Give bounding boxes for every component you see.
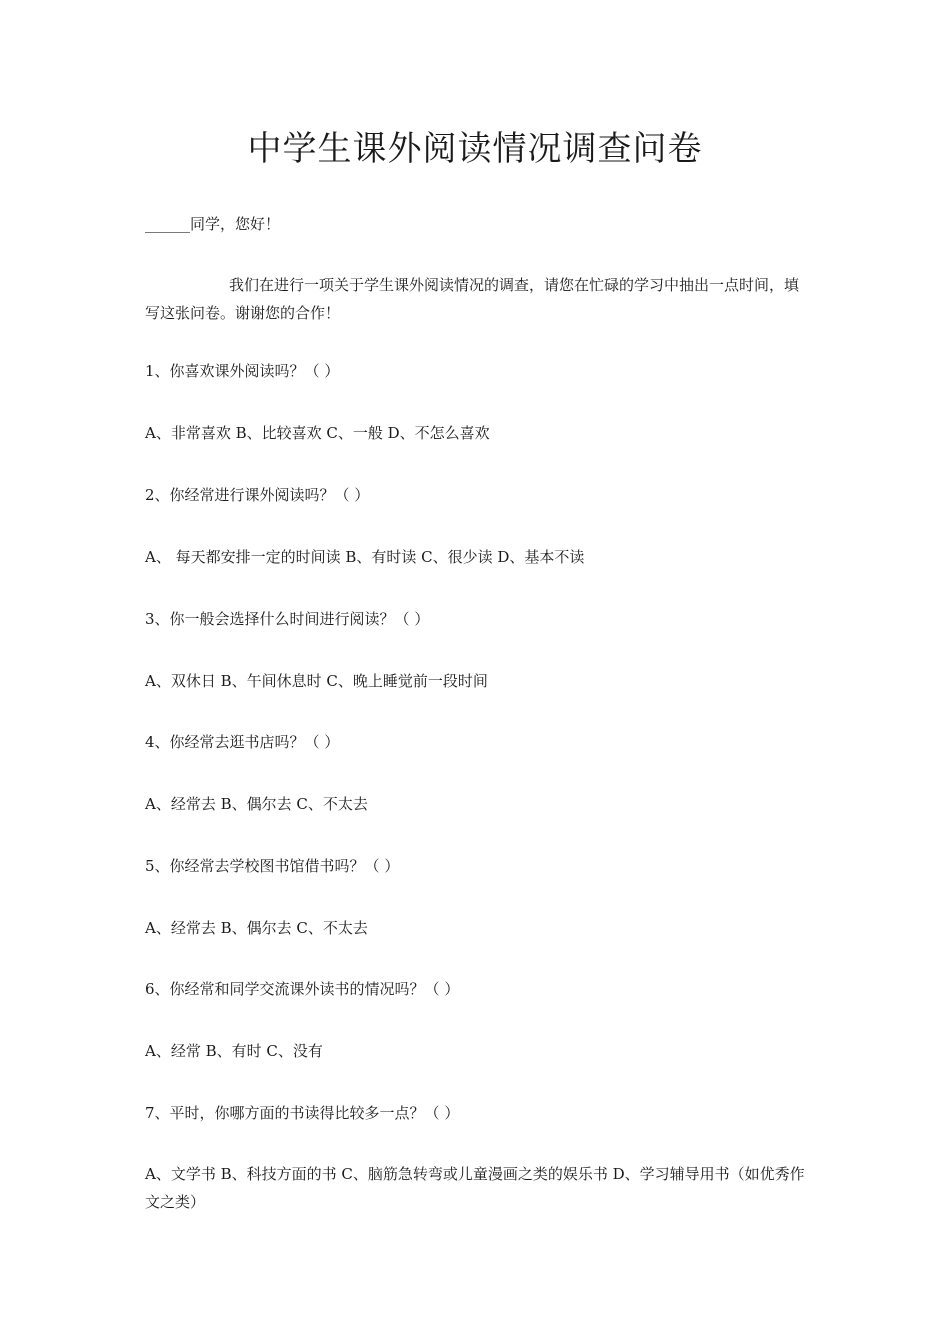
- options-6: A、经常 B、有时 C、没有: [145, 1042, 323, 1060]
- question-6: 6、你经常和同学交流课外读书的情况吗？（ ）: [145, 980, 460, 998]
- name-blank: ______: [145, 215, 190, 233]
- options-3: A、双休日 B、午间休息时 C、晚上睡觉前一段时间: [145, 672, 488, 690]
- greeting-text: 同学，您好！: [190, 215, 281, 233]
- options-1: A、非常喜欢 B、比较喜欢 C、一般 D、不怎么喜欢: [145, 424, 490, 442]
- greeting-line: [145, 210, 810, 238]
- question-7: 7、平时，你哪方面的书读得比较多一点？（ ）: [145, 1104, 460, 1122]
- options-2: A、 每天都安排一定的时间读 B、有时读 C、很少读 D、基本不读: [145, 548, 585, 566]
- options-4: A、经常去 B、偶尔去 C、不太去: [145, 795, 368, 813]
- question-4: 4、你经常去逛书店吗？（ ）: [145, 733, 340, 751]
- question-3: 3、你一般会选择什么时间进行阅读？（ ）: [145, 610, 430, 628]
- document-title: 中学生课外阅读情况调查问卷: [247, 129, 703, 169]
- options-7: A、文学书 B、科技方面的书 C、脑筋急转弯或儿童漫画之类的娱乐书 D、学习辅导用书（如优秀作文之类）: [145, 1165, 805, 1211]
- intro-paragraph: 我们在进行一项关于学生课外阅读情况的调查，请您在忙碌的学习中抽出一点时间，填写这张问卷。谢谢您的合作！: [145, 276, 800, 322]
- question-5: 5、你经常去学校图书馆借书吗？（ ）: [145, 857, 400, 875]
- question-1: 1、你喜欢课外阅读吗？（ ）: [145, 362, 340, 380]
- options-5: A、经常去 B、偶尔去 C、不太去: [145, 919, 368, 937]
- question-2: 2、你经常进行课外阅读吗？（ ）: [145, 486, 370, 504]
